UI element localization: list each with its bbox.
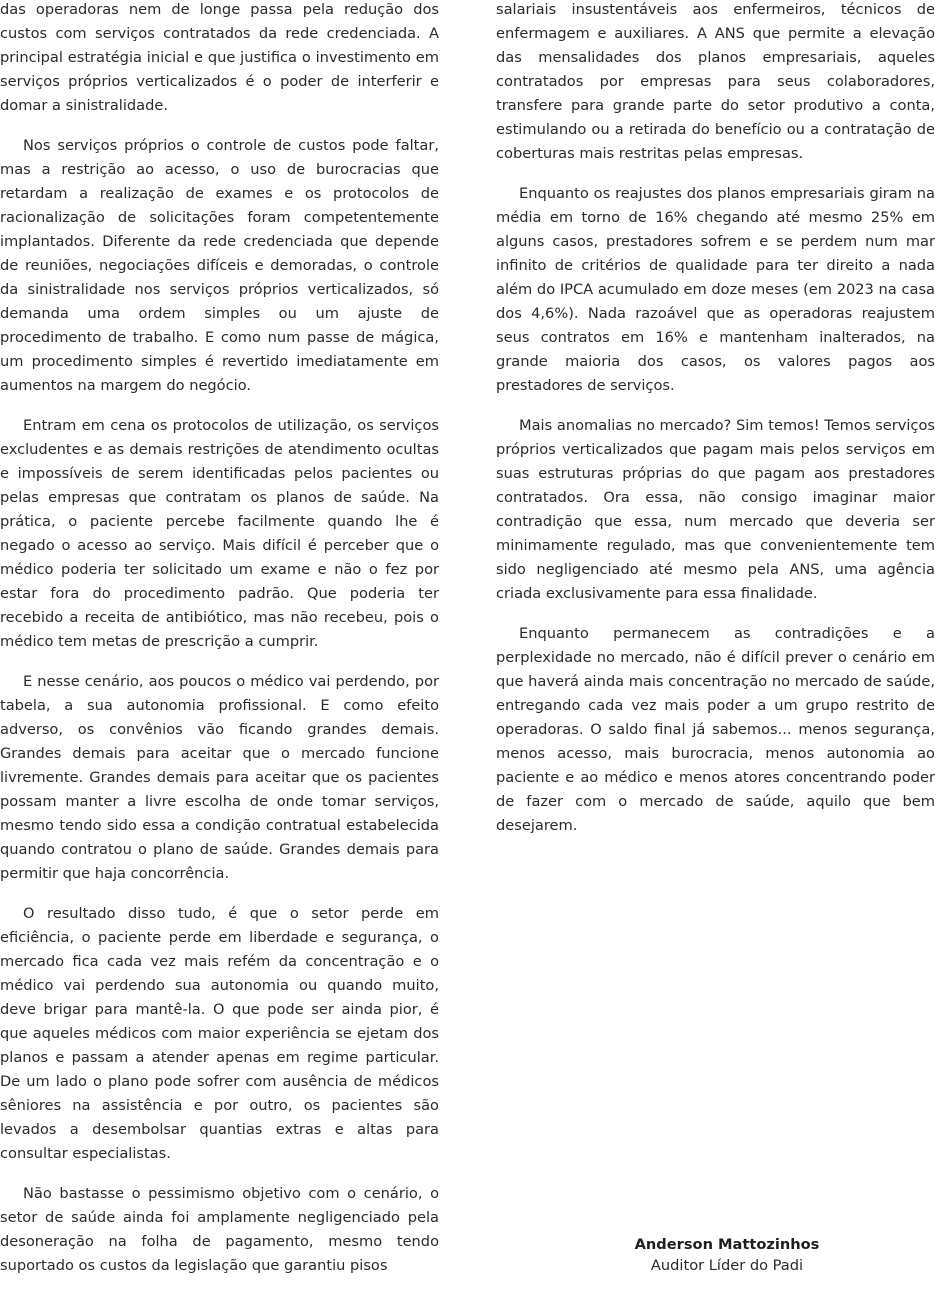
paragraph: Enquanto os reajustes dos planos empresariais giram na média em torno de 16% chegando até mesmo 25% em alguns casos, prestadores sofrem e se perdem num mar infinito de critérios de qualidade para ter direito a nada além do IPCA acumulado em doze meses (em 2023 na casa dos 4,6%). Nada razoável que as operadoras reajustem seus contratos em 16% e mantenham inalterados, na grande maioria dos casos, os valores pagos aos prestadores de serviços.: [496, 185, 935, 394]
paragraph: salariais insustentáveis aos enfermeiros, técnicos de enfermagem e auxiliares. A ANS que permite a elevação das mensalidades dos planos empresariais, aqueles contratados por empresas para seus colaboradores, transfere para grande parte do setor produtivo a conta, estimulando ou a retirada do benefício ou a contratação de coberturas mais restritas pelas empresas.: [496, 1, 935, 162]
paragraph: Enquanto permanecem as contradições e a perplexidade no mercado, não é difícil prever o cenário em que haverá ainda mais concentração no mercado de saúde, entregando cada vez mais poder a um grupo restrito de operadoras. O saldo final já sabemos... menos segurança, menos acesso, mais burocracia, menos autonomia ao paciente e ao médico e menos atores concentrando poder de fazer com o mercado de saúde, aquilo que bem desejarem.: [496, 625, 935, 834]
author-name: Anderson Mattozinhos: [634, 1236, 820, 1253]
article-left-column: [0, 0, 439, 1294]
paragraph: das operadoras nem de longe passa pela redução dos custos com serviços contratados da rede credenciada. A principal estratégia inicial e que justifica o investimento em serviços próprios verticalizados é o poder de interferir e domar a sinistralidade.: [0, 1, 439, 114]
author-signature: [560, 1234, 894, 1276]
paragraph: Não bastasse o pessimismo objetivo com o cenário, o setor de saúde ainda foi amplamente negligenciado pela desoneração na folha de pagamento, mesmo tendo suportado os custos da legislação que garantiu pisos: [0, 1185, 439, 1274]
paragraph: Mais anomalias no mercado? Sim temos! Temos serviços próprios verticalizados que pagam mais pelos serviços em suas estruturas próprias do que pagam aos prestadores contratados. Ora essa, não consigo imaginar maior contradição que essa, num mercado que deveria ser minimamente regulado, mas que convenientemente tem sido negligenciado até mesmo pela ANS, uma agência criada exclusivamente para essa finalidade.: [496, 417, 935, 602]
author-role: Auditor Líder do Padi: [650, 1257, 804, 1274]
paragraph: Entram em cena os protocolos de utilização, os serviços excludentes e as demais restrições de atendimento ocultas e impossíveis de serem identificadas pelos pacientes ou pelas empresas que contratam os planos de saúde. Na prática, o paciente percebe facilmente quando lhe é negado o acesso ao serviço. Mais difícil é perceber que o médico poderia ter solicitado um exame e não o fez por estar fora do procedimento padrão. Que poderia ter recebido a receita de antibiótico, mas não recebeu, pois o médico tem metas de prescrição a cumprir.: [0, 417, 439, 650]
paragraph: Nos serviços próprios o controle de custos pode faltar, mas a restrição ao acesso, o uso de burocracias que retardam a realização de exames e os protocolos de racionalização de solicitações foram competentemente implantados. Diferente da rede credenciada que depende de reuniões, negociações difíceis e demoradas, o controle da sinistralidade nos serviços próprios verticalizados, só demanda uma ordem simples ou um ajuste de procedimento de trabalho. E como num passe de mágica, um procedimento simples é revertido imediatamente em aumentos na margem do negócio.: [0, 137, 439, 394]
article-right-column: [496, 0, 935, 854]
paragraph: O resultado disso tudo, é que o setor perde em eficiência, o paciente perde em liberdade e segurança, o mercado fica cada vez mais refém da concentração e o médico vai perdendo sua autonomia ou quando muito, deve brigar para mantê-la. O que pode ser ainda pior, é que aqueles médicos com maior experiência se ejetam dos planos e passam a atender apenas em regime particular. De um lado o plano pode sofrer com ausência de médicos sêniores na assistência e por outro, os pacientes são levados a desembolsar quantias extras e altas para consultar especialistas.: [0, 905, 439, 1162]
paragraph: E nesse cenário, aos poucos o médico vai perdendo, por tabela, a sua autonomia profissional. E como efeito adverso, os convênios vão ficando grandes demais. Grandes demais para aceitar que o mercado funcione livremente. Grandes demais para aceitar que os pacientes possam manter a livre escolha de onde tomar serviços, mesmo tendo sido essa a condição contratual estabelecida quando contratou o plano de saúde. Grandes demais para permitir que haja concorrência.: [0, 673, 439, 882]
